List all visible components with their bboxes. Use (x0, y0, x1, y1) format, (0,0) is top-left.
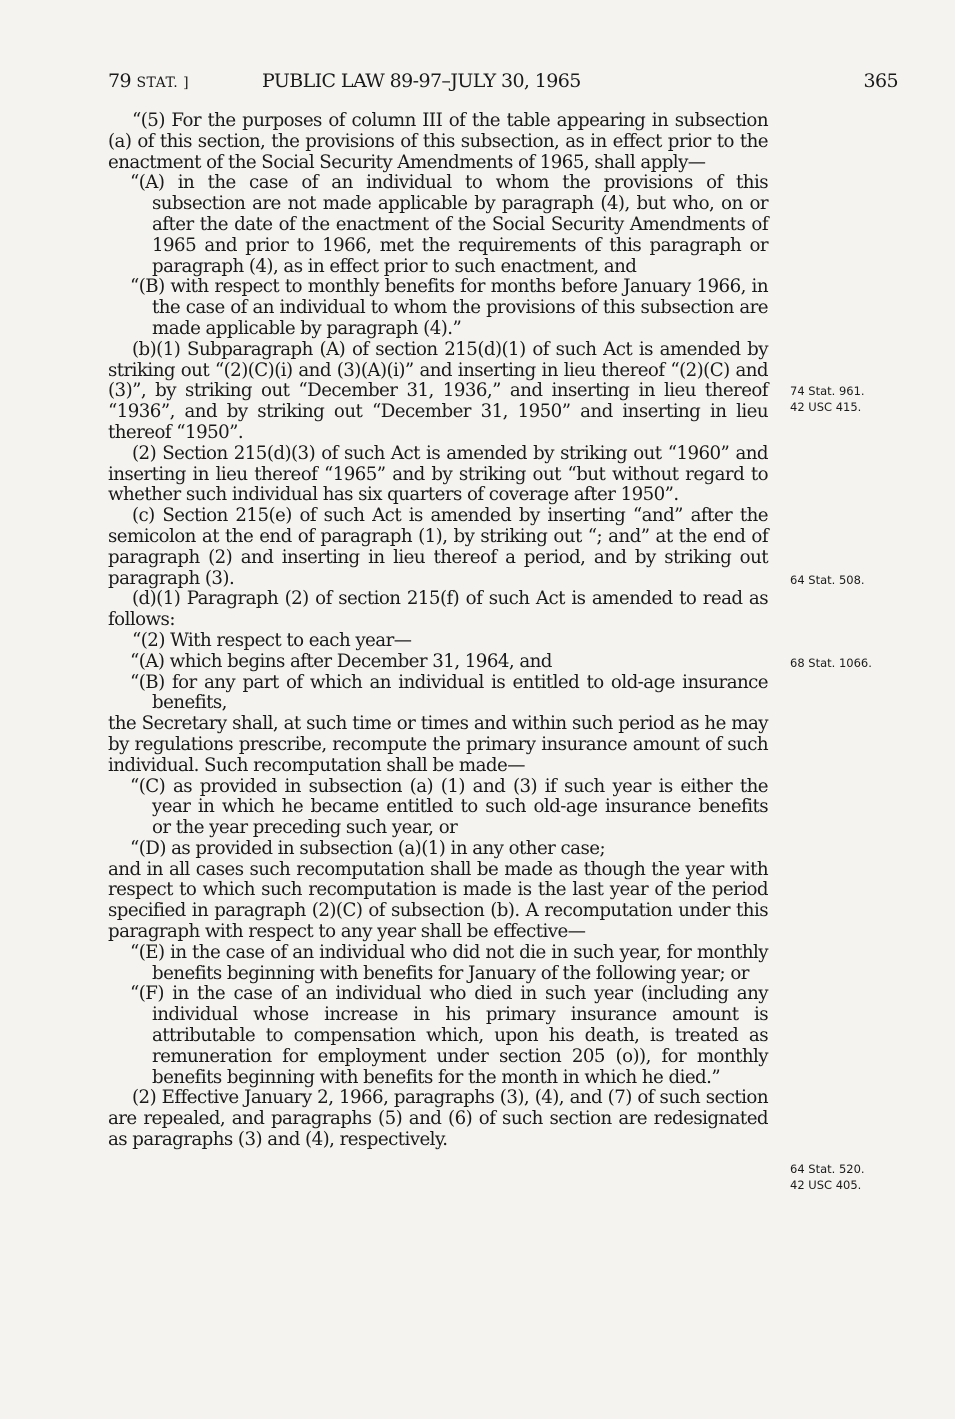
subsection-b-2: (2) Section 215(d)(3) of such Act is amended by striking out “1960” and inserting in lieu thereof “1965” and by striking out “but without regard to whether such individual has six quarters of coverage after 1950”. (108, 442, 768, 506)
clause-f: “(F) in the case of an individual who died in such year (including any individual whose increase in his primary insurance amount is attributable to compensation which, upon his death, is treated as remuneration for employment under section 205 (o)), for monthly benefits beginning with benefits for the month in which he died.” (130, 983, 768, 1088)
clause-d: “(D) as provided in subsection (a)(1) in any other case; (130, 837, 606, 859)
clause-c: “(C) as provided in subsection (a) (1) and (3) if such year is either the year in which he became entitled to such old-age insurance benefits or the year preceding such year, or (130, 775, 768, 839)
subsection-d-1: (d)(1) Paragraph (2) of section 215(f) of such Act is amended to read as follows: (108, 588, 768, 631)
subsection-b-1: (b)(1) Subparagraph (A) of section 215(d)(1) of such Act is amended by striking out “(2)(C)(i) and (3)(A)(i)” and inserting in lieu thereof “(2)(C) and (3)”, by striking out “December 31, 1936,” and inserting in lieu thereof “1936”, and by striking out “December 31, 1950” and inserting in lieu thereof “1950”. (108, 338, 768, 443)
recompute-effective-text: and in all cases such recomputation shall be made as though the year with respect to which such recomputation is made is the last year of the period specified in paragraph (2)(C) of subsection (b). A recomputation under this paragraph with respect to any year shall be effective— (108, 858, 768, 943)
clause-b-year: “(B) for any part of which an individual is entitled to old-age insurance benefits, (130, 671, 768, 714)
margin-note-74-stat-961: 74 Stat. 961. 42 USC 415. (790, 384, 865, 414)
page-header (108, 70, 898, 96)
running-title: PUBLIC LAW 89-97–JULY 30, 1965 (262, 70, 581, 92)
page-number: 365 (863, 70, 898, 92)
paragraph-2-heading: “(2) With respect to each year— (132, 629, 412, 651)
volume-number: 79 (108, 70, 131, 92)
volume-abbrev: STAT. ] (136, 75, 190, 91)
clause-b: “(B) with respect to monthly benefits for months before January 1966, in the case of an individual to whom the provisions of this subsection are made applicable by paragraph (4).” (130, 276, 768, 339)
paragraph-5: “(5) For the purposes of column III of the table appearing in subsection (a) of this section, the provisions of this subsection, as in effect prior to the enactment of the Social Security Amendments of 1965, shall apply— (108, 110, 768, 173)
clause-a-year: “(A) which begins after December 31, 1964, and (130, 650, 552, 672)
margin-note-64-stat-508: 64 Stat. 508. (790, 573, 865, 587)
margin-note-68-stat-1066: 68 Stat. 1066. (790, 656, 872, 670)
recompute-text: the Secretary shall, at such time or times and within such period as he may by regulations prescribe, recompute the primary insurance amount of such individual. Such recomputation shall be made— (108, 713, 768, 776)
statute-text (108, 111, 768, 1151)
volume-reference (108, 70, 189, 92)
clause-a: “(A) in the case of an individual to whom the provisions of this subsection are not made applicable by paragraph (4), but who, on or after the date of the enactment of the Social Security Amendments of 1965 and prior to 1966, met the requirements of this paragraph or paragraph (4), as in effect prior to such enactment, and (130, 172, 768, 277)
subsection-c: (c) Section 215(e) of such Act is amended by inserting “and” after the semicolon at the end of paragraph (1), by striking out “; and” at the end of paragraph (2) and inserting in lieu thereof a period, and by striking out paragraph (3). (108, 505, 768, 589)
clause-e: “(E) in the case of an individual who did not die in such year, for monthly benefits beginning with benefits for January of the following year; or (130, 941, 768, 984)
margin-note-64-stat-520: 64 Stat. 520. 42 USC 405. (790, 1162, 865, 1192)
subsection-d-2: (2) Effective January 2, 1966, paragraphs (3), (4), and (7) of such section are repealed, and paragraphs (5) and (6) of such section are redesignated as paragraphs (3) and (4), respectively. (108, 1087, 768, 1151)
